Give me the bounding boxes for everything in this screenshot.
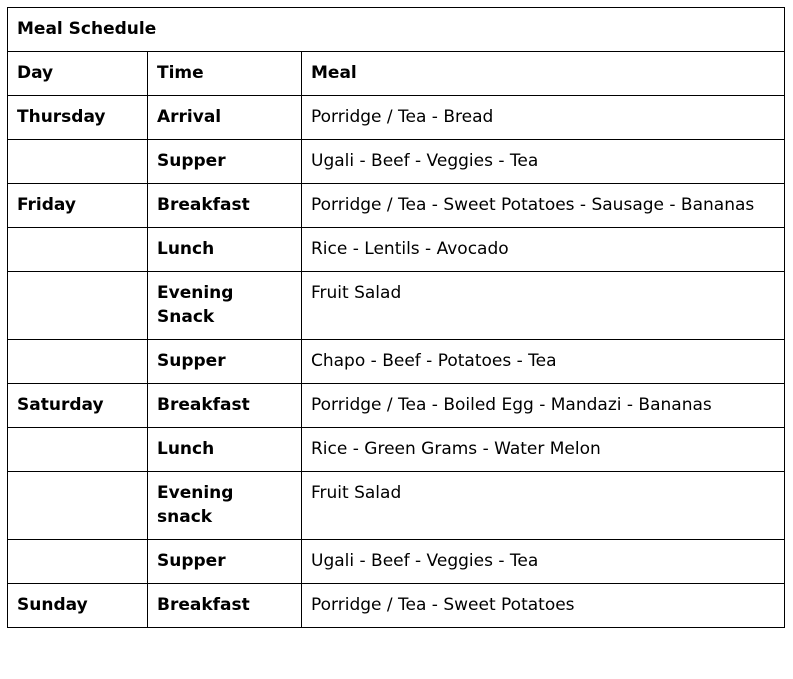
time-cell: Breakfast: [148, 384, 302, 428]
column-header-day: Day: [8, 52, 148, 96]
day-cell: Sunday: [8, 584, 148, 628]
meal-cell: Rice - Lentils - Avocado: [302, 228, 785, 272]
time-cell: Evening Snack: [148, 272, 302, 340]
table-row: [8, 228, 785, 272]
meal-cell: Ugali - Beef - Veggies - Tea: [302, 140, 785, 184]
table-row: [8, 472, 785, 540]
day-cell: [8, 272, 148, 340]
time-cell: Breakfast: [148, 184, 302, 228]
day-cell: Thursday: [8, 96, 148, 140]
table-title: Meal Schedule: [8, 8, 785, 52]
meal-cell: Rice - Green Grams - Water Melon: [302, 428, 785, 472]
table-row: [8, 384, 785, 428]
day-cell: [8, 340, 148, 384]
time-cell: Supper: [148, 340, 302, 384]
time-cell: Lunch: [148, 228, 302, 272]
column-header-meal: Meal: [302, 52, 785, 96]
table-row: [8, 540, 785, 584]
meal-cell: Porridge / Tea - Sweet Potatoes: [302, 584, 785, 628]
table-row: [8, 272, 785, 340]
table-row: [8, 428, 785, 472]
table-row: [8, 140, 785, 184]
day-cell: [8, 472, 148, 540]
table-title-row: [8, 8, 785, 52]
day-cell: Friday: [8, 184, 148, 228]
table-row: [8, 340, 785, 384]
meal-cell: Porridge / Tea - Sweet Potatoes - Sausage - Bananas: [302, 184, 785, 228]
time-cell: Evening snack: [148, 472, 302, 540]
meal-cell: Fruit Salad: [302, 272, 785, 340]
day-cell: [8, 428, 148, 472]
time-cell: Lunch: [148, 428, 302, 472]
day-cell: [8, 228, 148, 272]
meal-cell: Porridge / Tea - Bread: [302, 96, 785, 140]
meal-cell: Porridge / Tea - Boiled Egg - Mandazi - Bananas: [302, 384, 785, 428]
column-header-time: Time: [148, 52, 302, 96]
table-row: [8, 96, 785, 140]
meal-cell: Chapo - Beef - Potatoes - Tea: [302, 340, 785, 384]
meal-schedule-table: [7, 7, 785, 628]
table-row: [8, 584, 785, 628]
time-cell: Breakfast: [148, 584, 302, 628]
time-cell: Supper: [148, 540, 302, 584]
table-row: [8, 184, 785, 228]
meal-cell: Fruit Salad: [302, 472, 785, 540]
day-cell: Saturday: [8, 384, 148, 428]
table-header-row: [8, 52, 785, 96]
time-cell: Supper: [148, 140, 302, 184]
day-cell: [8, 540, 148, 584]
meal-cell: Ugali - Beef - Veggies - Tea: [302, 540, 785, 584]
day-cell: [8, 140, 148, 184]
time-cell: Arrival: [148, 96, 302, 140]
